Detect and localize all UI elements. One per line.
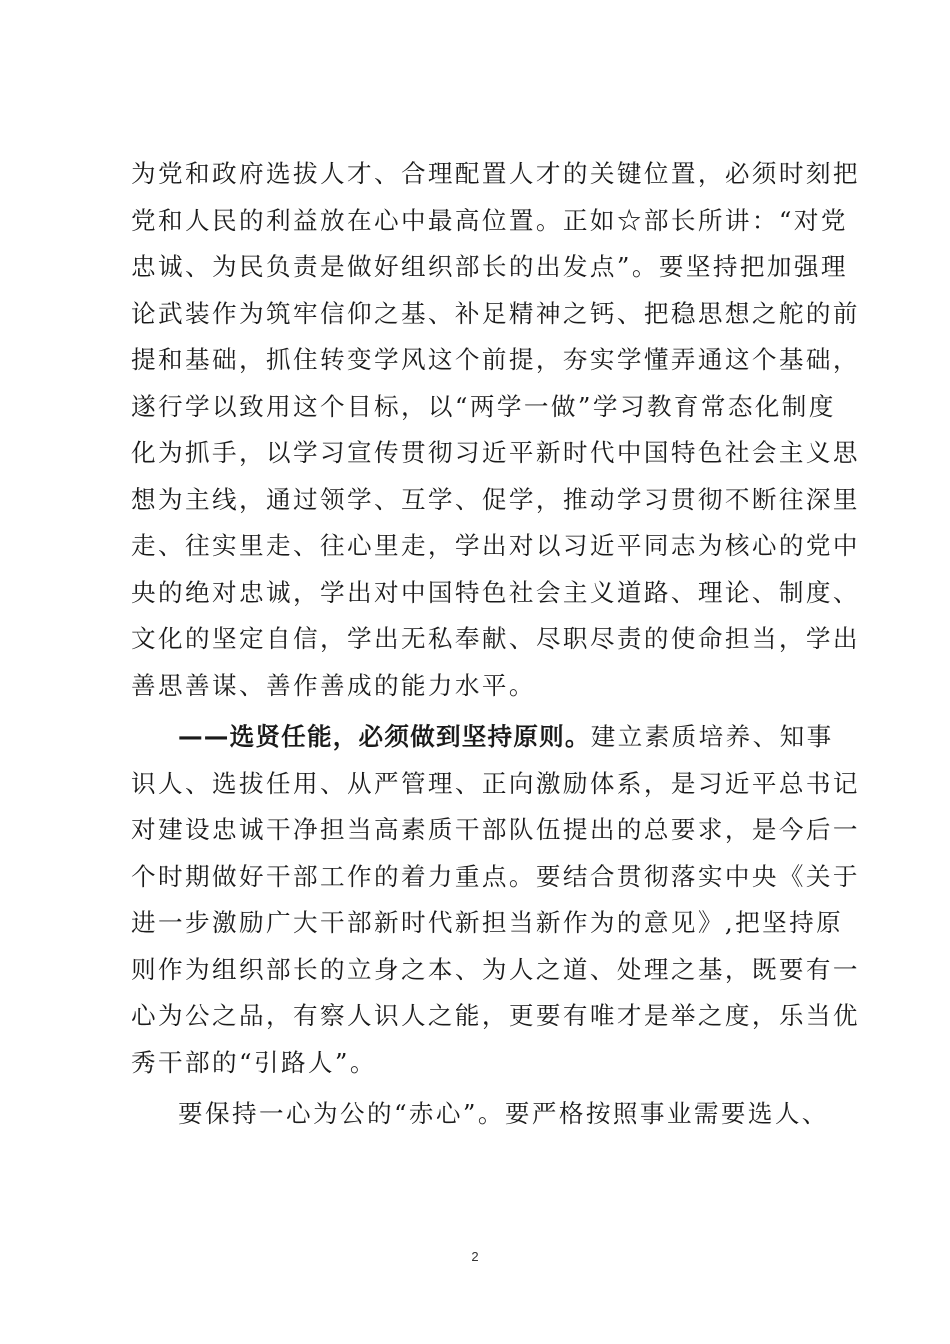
- text-line: 遂行学以致用这个目标，以“两学一做”学习教育常态化制度: [131, 391, 836, 421]
- text-line: 化为抓手，以学习宣传贯彻习近平新时代中国特色社会主义思: [131, 438, 860, 467]
- text-line: 秀干部的“引路人”。: [131, 1047, 377, 1077]
- text-line: 识人、选拔任用、从严管理、正向激励体系，是习近平总书记: [131, 768, 860, 798]
- page-number: 2: [471, 1249, 479, 1264]
- text-line: 走、往实里走、往心里走，学出对以习近平同志为核心的党中: [131, 531, 860, 560]
- text-line: 个时期做好干部工作的着力重点。要结合贯彻落实中央《关于: [131, 861, 860, 891]
- body-text: [131, 151, 860, 1138]
- paragraph-2: [131, 714, 860, 1086]
- text-line: 党和人民的利益放在心中最高位置。正如☆部长所讲：“对党: [131, 205, 848, 235]
- text-line: 善思善谋、善作善成的能力水平。: [131, 670, 536, 700]
- text-run: 建立素质培养、知事: [590, 722, 834, 751]
- text-line: 央的绝对忠诚，学出对中国特色社会主义道路、理论、制度、: [131, 577, 860, 607]
- text-line: 则作为组织部长的立身之本、为人之道、处理之基，既要有一: [131, 954, 860, 984]
- text-line: 忠诚、为民负责是做好组织部长的出发点”。要坚持把加强理: [131, 252, 848, 281]
- paragraph-1: [131, 151, 860, 709]
- text-line: 为党和政府选拔人才、合理配置人才的关键位置，必须时刻把: [131, 159, 860, 188]
- text-line: 心为公之品，有察人识人之能，更要有唯才是举之度，乐当优: [131, 1001, 860, 1030]
- text-line: 进一步激励广大干部新时代新担当新作为的意见》,把坚持原: [131, 908, 844, 937]
- text-line: 提和基础，抓住转变学风这个前提，夯实学懂弄通这个基础，: [131, 345, 860, 374]
- text-line: 对建设忠诚干净担当高素质干部队伍提出的总要求，是今后一: [131, 815, 860, 844]
- text-line: 想为主线，通过领学、互学、促学，推动学习贯彻不断往深里: [131, 484, 860, 514]
- text-line: 要保持一心为公的“赤心”。要严格按照事业需要选人、: [178, 1099, 829, 1128]
- paragraph-3: [131, 1091, 829, 1138]
- paragraph-first-line: [131, 714, 834, 761]
- section-heading: ——选贤任能，必须做到坚持原则。: [178, 722, 591, 751]
- text-line: 论武装作为筑牢信仰之基、补足精神之钙、把稳思想之舵的前: [131, 298, 860, 328]
- text-line: 文化的坚定自信，学出无私奉献、尽职尽责的使命担当，学出: [131, 624, 860, 653]
